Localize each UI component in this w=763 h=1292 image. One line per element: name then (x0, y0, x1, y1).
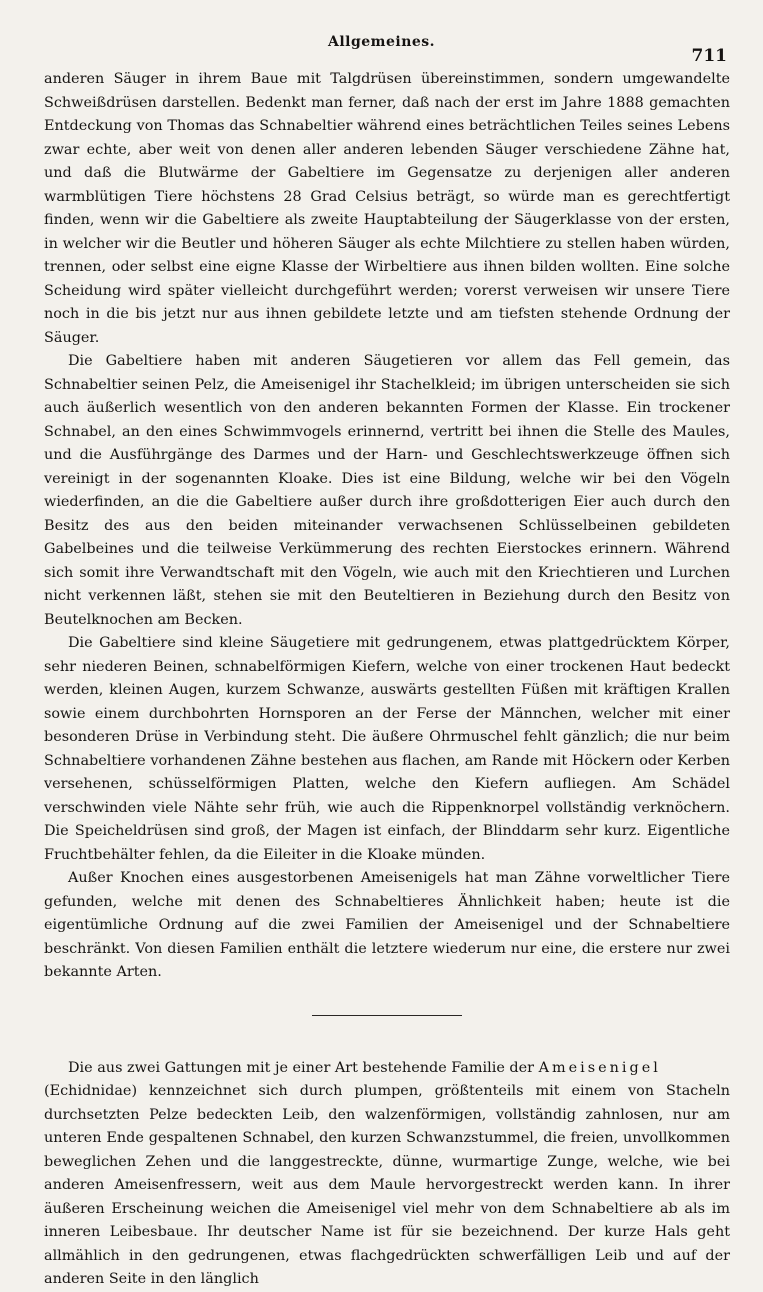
paragraph: Die Gabeltiere sind kleine Säugetiere mit gedrungenem, etwas plattgedrücktem Körper, sehr niederen Beinen, schnabelförmigen Kiefern, welche von einer trockenen Haut bedeckt werden, kleinen Augen, kurzem Schwanze, auswärts gestellten Füßen mit kräftigen Krallen sowie einem durchbohrten Hornsporen an der Ferse der Männchen, welcher mit einer besonderen Drüse in Verbindung steht. Die äußere Ohrmuschel fehlt gänzlich; die nur beim Schnabeltiere vorhandenen Zähne bestehen aus flachen, am Rande mit Höckern oder Kerben versehenen, schüsselförmigen Platten, welche den Kiefern aufliegen. Am Schädel verschwinden viele Nähte sehr früh, wie auch die Rippenknorpel vollständig verknöchern. Die Speicheldrüsen sind groß, der Magen ist einfach, der Blinddarm sehr kurz. Eigentliche Fruchtbehälter fehlen, da die Eileiter in die Kloake münden. (44, 635, 730, 863)
paragraph: Die Gabeltiere haben mit anderen Säugetieren vor allem das Fell gemein, das Schnabeltier seinen Pelz, die Ameisenigel ihr Stachelkleid; im übrigen unterscheiden sie sich auch äußerlich wesentlich von den anderen bekannten Formen der Klasse. Ein trockener Schnabel, an den eines Schwimmvogels erinnernd, vertritt bei ihnen die Stelle des Maules, und die Ausführgänge des Darmes und der Harn- und Geschlechtswerkzeuge öffnen sich vereinigt in der sogenannten Kloake. Dies ist eine Bildung, welche wir bei den Vögeln wiederfinden, an die die Gabeltiere außer durch ihre großdotterigen Eier auch durch den Besitz des aus den beiden miteinander verwachsenen Schlüsselbeinen gebildeten Gabelbeines und die teilweise Verkümmerung des rechten Eierstockes erinnern. Während sich somit ihre Verwandtschaft mit den Vögeln, wie auch mit den Kriechtieren und Lurchen nicht verkennen läßt, stehen sie mit den Beuteltieren in Beziehung durch den Besitz von Beutelknochen am Becken. (44, 353, 730, 628)
paragraph-continuation: anderen Säuger in ihrem Baue mit Talgdrüsen übereinstimmen, sondern umgewandelte Schweißdrüsen darstellen. Bedenkt man ferner, daß nach der erst im Jahre 1888 gemachten Entdeckung von Thomas das Schnabeltier während eines beträchtlichen Teiles seines Lebens zwar echte, aber weit von denen aller anderen lebenden Säuger verschiedene Zähne hat, und daß die Blutwärme der Gabeltiere im Gegensatze zu derjenigen aller anderen warmblütigen Tiere höchstens 28 Grad Celsius beträgt, so würde man es gerechtfertigt finden, wenn wir die Gabeltiere als zweite Hauptabteilung der Säugerklasse von der ersten, in welcher wir die Beutler und höheren Säuger als echte Milchtiere zu stellen haben würden, trennen, oder selbst eine eigne Klasse der Wirbeltiere aus ihnen bilden wollten. Eine solche Scheidung wird später vielleicht durchgeführt werden; vorerst verweisen wir unsere Tiere noch in die bis jetzt nur aus ihnen gebildete letzte und am tiefsten stehende Ordnung der Säuger. (44, 71, 730, 346)
section-divider (312, 1015, 462, 1016)
page-number: 711 (691, 46, 727, 66)
section-paragraph (44, 1057, 730, 1292)
latin-family-name: (Echidnidae) (44, 1083, 138, 1099)
page-header (0, 30, 763, 66)
section-text: kennzeichnet sich durch plumpen, größtenteils mit einem von Stacheln durchsetzten Pelze bedeckten Leib, den walzenförmigen, vollständig zahnlosen, nur am unteren Ende gespaltenen Schnabel, den kurzen Schwanzstummel, die freien, unvollkommen beweglichen Zehen und die langgestreckte, dünne, wurmartige Zunge, welche, wie bei anderen Ameisenfressern, weit aus dem Maule hervorgestreckt werden kann. In ihrer äußeren Erscheinung weichen die Ameisenigel viel mehr von dem Schnabeltiere ab als im inneren Leibesbaue. Ihr deutscher Name ist für sie bezeichnend. Der kurze Hals geht allmählich in den gedrungenen, etwas flachgedrückten schwerfälligen Leib und auf der anderen Seite in den länglich (44, 1083, 730, 1287)
family-name: Ameisenigel (538, 1059, 661, 1076)
paragraph: Außer Knochen eines ausgestorbenen Ameisenigels hat man Zähne vorweltlicher Tiere gefunden, welche mit denen des Schnabeltieres Ähnlichkeit haben; heute ist die eigentümliche Ordnung auf die zwei Familien der Ameisenigel und der Schnabeltiere beschränkt. Von diesen Familien enthält die letztere wiederum nur eine, die erstere nur zwei bekannte Arten. (44, 870, 730, 980)
running-head: Allgemeines. (327, 34, 436, 50)
text-body (44, 68, 730, 1292)
section-lead: Die aus zwei Gattungen mit je einer Art bestehende Familie der (68, 1059, 539, 1076)
